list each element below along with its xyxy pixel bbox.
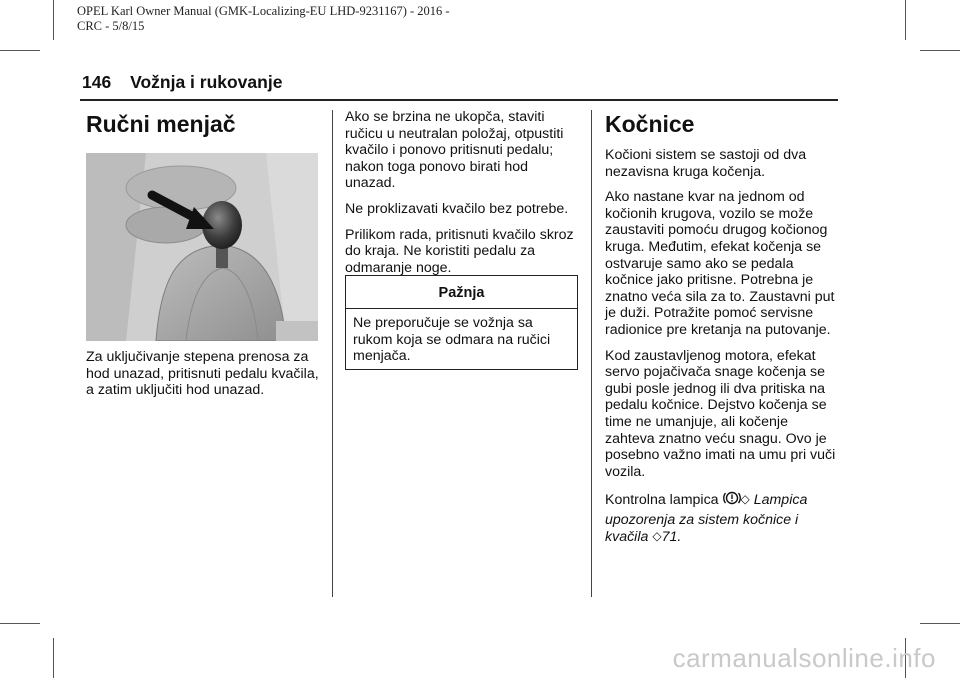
paragraph-warning-lamp [605, 489, 837, 546]
caution-box [345, 275, 578, 370]
chapter-title: Vožnja i rukovanje [130, 72, 283, 92]
watermark: carmanualsonline.info [672, 643, 936, 673]
paragraph: Prilikom rada, pritisnuti kvačilo skroz do kraja. Ne koristiti pedalu za odmaranje noge. [345, 226, 574, 276]
crop-mark [53, 638, 54, 678]
lead-text: Kontrolna lampica [605, 492, 719, 509]
section-heading-brakes: Kočnice [605, 111, 695, 137]
left-column [86, 110, 322, 138]
crop-mark [53, 0, 54, 40]
column-divider [591, 110, 592, 597]
column-divider [332, 110, 333, 597]
brake-warning-icon [723, 489, 741, 512]
crop-mark [920, 623, 960, 624]
header-rule [80, 99, 838, 101]
right-column [605, 110, 837, 555]
section-heading-manual-gearbox: Ručni menjač [86, 111, 236, 137]
page-reference-icon: ◇ [740, 492, 750, 507]
crop-mark [905, 0, 906, 40]
crop-mark [0, 50, 40, 51]
paragraph: Ako nastane kvar na jednom od kočionih krugova, vozilo se može zaustaviti pomoću drugog kočionog kruga. Međutim, efekat kočenja se ostvaruje samo ako se pedala kočnice jako pritisne. Potrebna je znatno veća sila za to. Zaustavni put je duži. Potražite pomoć servisne radionice pre kretanja na putovanje. [605, 189, 835, 338]
caution-title: Pažnja [346, 276, 577, 309]
page-reference-icon: ◇ [652, 529, 662, 544]
gear-shift-photo [86, 153, 318, 341]
paragraph: Kod zaustavljenog motora, efekat servo pojačivača snage kočenja se gubi posle jednog ili dva pritiska na pedalu kočnice. Dejstvo kočenja se time ne umanjuje, ali kočenje zahteva znatno veću snagu. Ovo je posebno važno imati na umu pri vuči vozila. [605, 347, 836, 480]
page-number: 146 [82, 72, 112, 92]
paragraph: Kočioni sistem se sastoji od dva nezavisna kruga kočenja. [605, 147, 807, 180]
meta-line-2: CRC - 5/8/15 [77, 19, 145, 33]
cross-reference-link[interactable]: Lampica upozorenja za sistem kočnice i kvačila [605, 492, 808, 546]
paragraph: Ako se brzina ne ukopča, staviti ručicu u neutralan položaj, otpustiti kvačilo i ponovo pritisnuti pedalu; nakon toga ponovo birati hod unazad. [345, 109, 564, 192]
paragraph: Ne proklizavati kvačilo bez potrebe. [345, 200, 569, 217]
crop-mark [0, 623, 40, 624]
reference-page-number[interactable]: 71 [661, 529, 678, 546]
gear-shift-illustration [86, 153, 318, 341]
paragraph-end: . [677, 529, 682, 546]
caution-text: Ne preporučuje se vožnja sa rukom koja se odmara na ručici menjača. [353, 315, 551, 365]
document-meta [77, 4, 450, 34]
photo-caption: Za uključivanje stepena prenosa za hod unazad, pritisnuti pedalu kvačila, a zatim uključiti hod unazad. [86, 349, 319, 399]
middle-column [345, 109, 581, 285]
left-caption-block [86, 349, 322, 408]
meta-line-1: OPEL Karl Owner Manual (GMK-Localizing-EU LHD-9231167) - 2016 - [77, 4, 450, 18]
page-header [82, 72, 282, 93]
crop-mark [920, 50, 960, 51]
